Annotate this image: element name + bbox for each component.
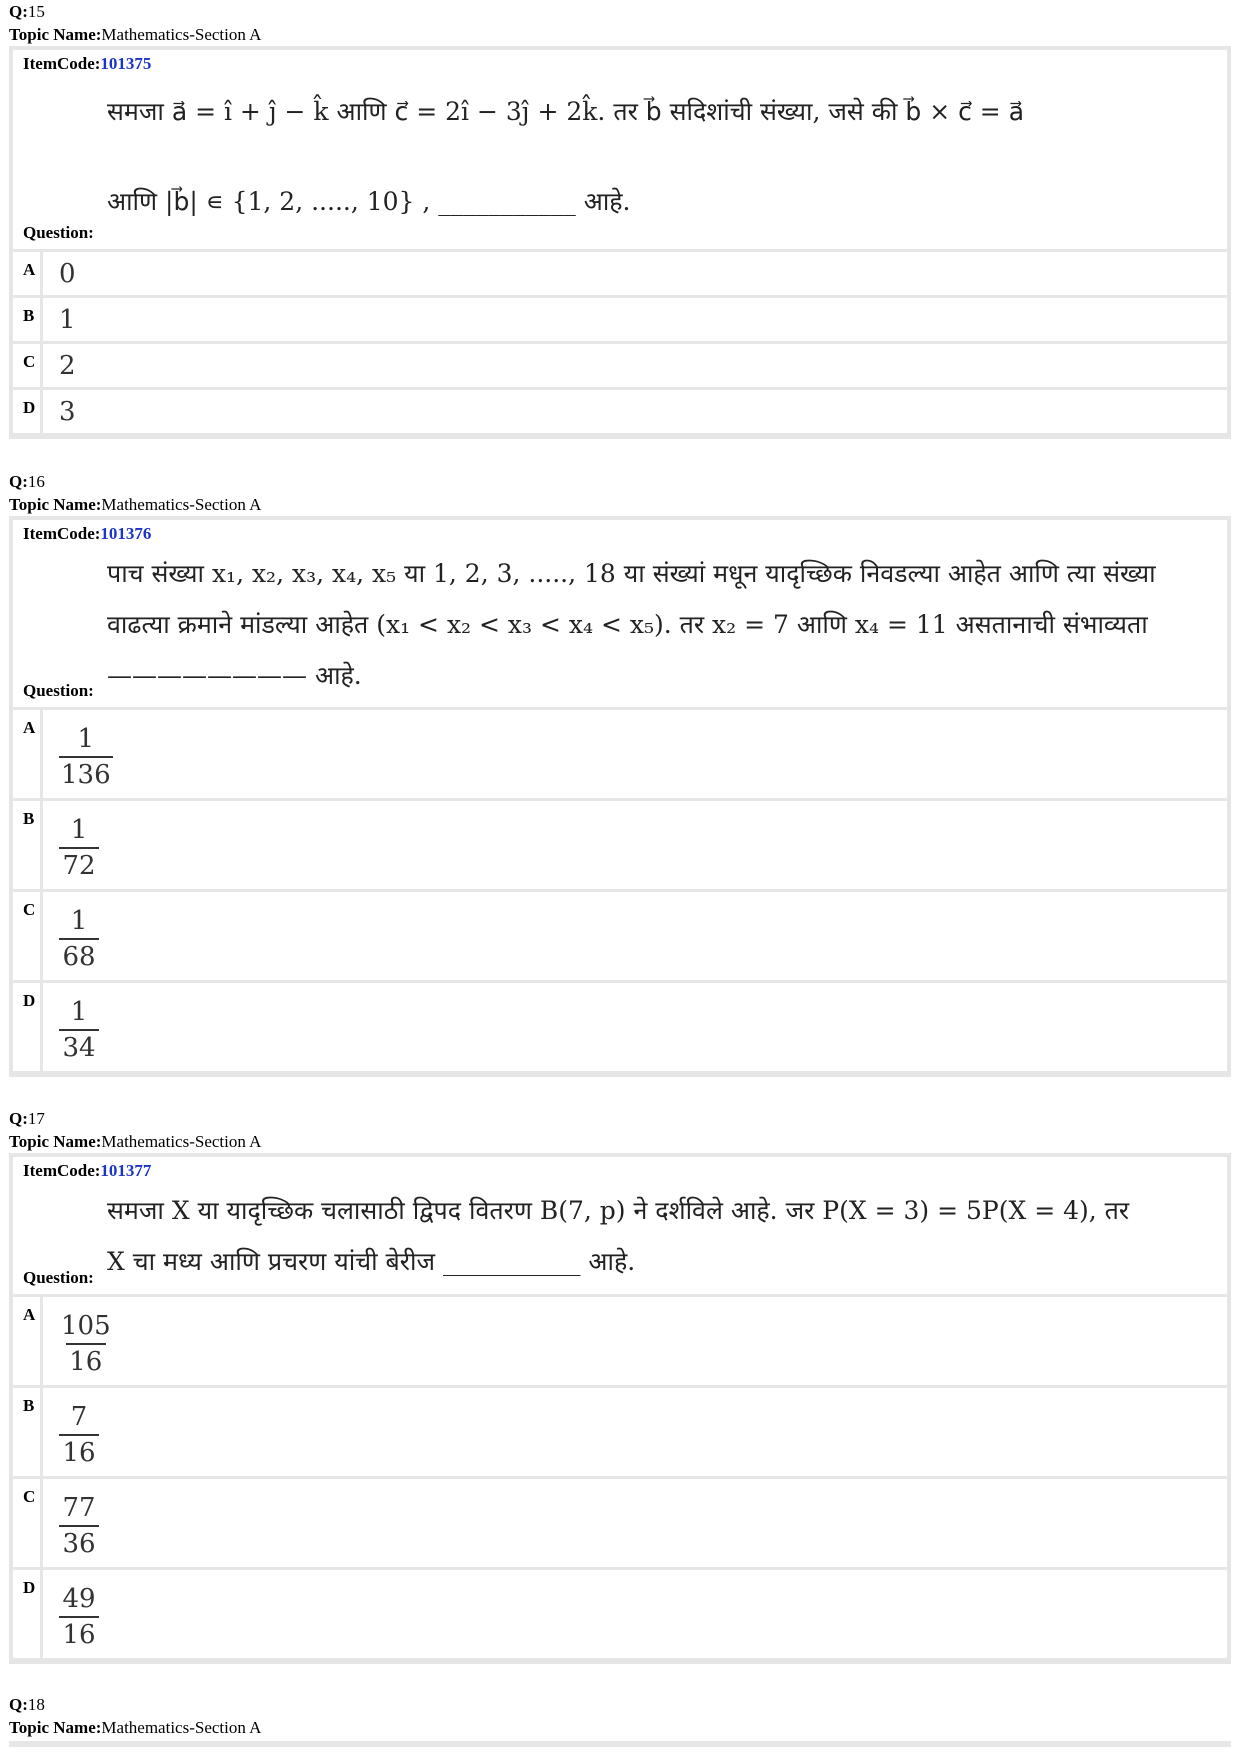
question-text (107, 62, 1215, 222)
option-letter: C (13, 1479, 43, 1567)
question-16 (9, 470, 1231, 1077)
option-fraction: $\frac{1}{68}$ (59, 906, 99, 972)
option-letter: B (13, 801, 43, 889)
question-text (107, 1185, 1215, 1287)
option-d[interactable] (13, 390, 1227, 433)
option-letter: D (13, 983, 43, 1071)
option-letter: D (13, 390, 43, 433)
question-box-top-edge (9, 1741, 1231, 1747)
option-a[interactable] (13, 710, 1227, 798)
question-18 (9, 1693, 1231, 1747)
option-c[interactable] (13, 1479, 1227, 1567)
question-number: Q:17 (9, 1109, 45, 1128)
option-b[interactable] (13, 298, 1227, 341)
option-fraction: $\frac{49}{16}$ (59, 1584, 99, 1650)
option-b[interactable] (13, 801, 1227, 889)
option-fraction: $\frac{1}{72}$ (59, 815, 99, 881)
option-value: 2 (59, 351, 76, 381)
option-a[interactable] (13, 1297, 1227, 1385)
option-fraction: $\frac{1}{136}$ (61, 724, 111, 790)
question-text (107, 548, 1215, 701)
topic-name: Topic Name:Mathematics-Section A (9, 1718, 262, 1737)
question-stem (13, 520, 1227, 707)
question-line: पाच संख्या x₁, x₂, x₃, x₄, x₅ या 1, 2, 3, ....., 18 या संख्यां मधून यादृच्छिक निवडल्या आहेत आणि त्या संख्या (107, 559, 1156, 588)
option-d[interactable] (13, 1570, 1227, 1658)
option-letter: A (13, 710, 43, 798)
option-fraction: $\frac{105}{16}$ (61, 1311, 111, 1377)
question-number: Q:15 (9, 2, 45, 21)
question-label: Question: (23, 223, 94, 242)
question-line: समजा a⃗ = î + ĵ − k̂ आणि c⃗ = 2î − 3ĵ + 2k̂. तर b⃗ सदिशांची संख्या, जसे की b⃗ × c⃗ = a⃗ (107, 97, 1025, 126)
option-d[interactable] (13, 983, 1227, 1071)
option-letter: A (13, 252, 43, 295)
option-letter: C (13, 344, 43, 387)
option-c[interactable] (13, 892, 1227, 980)
topic-name: Topic Name:Mathematics-Section A (9, 495, 262, 514)
option-letter: B (13, 298, 43, 341)
question-label: Question: (23, 681, 94, 700)
option-b[interactable] (13, 1388, 1227, 1476)
item-code: ItemCode:101375 (23, 54, 152, 73)
option-value: 1 (59, 305, 76, 335)
option-letter: B (13, 1388, 43, 1476)
question-stem (13, 1157, 1227, 1294)
question-label: Question: (23, 1268, 94, 1287)
question-number: Q:18 (9, 1695, 45, 1714)
option-fraction: $\frac{77}{36}$ (59, 1493, 99, 1559)
item-code: ItemCode:101377 (23, 1161, 152, 1180)
item-code: ItemCode:101376 (23, 524, 152, 543)
option-c[interactable] (13, 344, 1227, 387)
question-15 (9, 0, 1231, 439)
option-letter: D (13, 1570, 43, 1658)
question-box (9, 1153, 1231, 1664)
option-letter: A (13, 1297, 43, 1385)
option-fraction: $\frac{7}{16}$ (59, 1402, 99, 1468)
question-number: Q:16 (9, 472, 45, 491)
option-fraction: $\frac{1}{34}$ (59, 997, 99, 1063)
question-line: समजा X या यादृच्छिक चलासाठी द्विपद वितरण B(7, p) ने दर्शविले आहे. जर P(X = 3) = 5P(X = 4), तर (107, 1196, 1130, 1225)
option-a[interactable] (13, 252, 1227, 295)
question-line: वाढत्या क्रमाने मांडल्या आहेत (x₁ < x₂ < x₃ < x₄ < x₅). तर x₂ = 7 आणि x₄ = 11 असतानाची संभाव्यता (107, 610, 1148, 639)
question-box (9, 46, 1231, 439)
question-line: ———————— आहे. (107, 661, 362, 690)
question-box (9, 516, 1231, 1077)
question-stem (13, 50, 1227, 249)
question-17 (9, 1107, 1231, 1664)
option-letter: C (13, 892, 43, 980)
question-line: X चा मध्य आणि प्रचरण यांची बेरीज ___________ आहे. (107, 1247, 636, 1276)
question-line: आणि |b⃗| ∊ {1, 2, ....., 10} , ___________ आहे. (107, 187, 631, 216)
topic-name: Topic Name:Mathematics-Section A (9, 1132, 262, 1151)
option-value: 0 (59, 259, 76, 289)
topic-name: Topic Name:Mathematics-Section A (9, 25, 262, 44)
option-value: 3 (59, 397, 76, 427)
